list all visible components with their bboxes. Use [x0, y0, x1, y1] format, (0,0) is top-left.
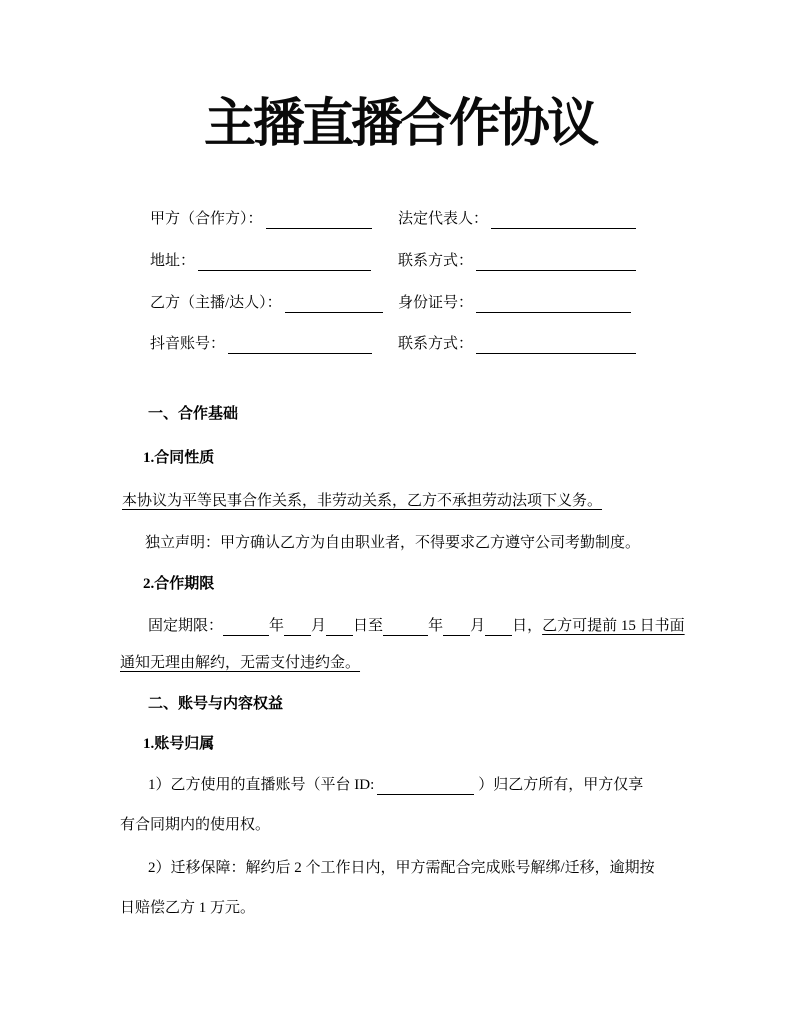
fixed-term-label: 固定期限：: [148, 618, 224, 634]
start-year-fill-line: [223, 620, 269, 636]
party-a-row-right: [398, 209, 636, 229]
douyin-row-left: [150, 334, 372, 354]
legal-representative-label: 法定代表人：: [398, 211, 489, 227]
party-b-label: 乙方（主播/达人）：: [150, 295, 282, 311]
end-month-unit: 月: [470, 618, 486, 634]
early-termination-clause-continuation-text: 通知无理由解约，无需支付违约金。: [120, 655, 361, 671]
account-ownership-text-before: 1）乙方使用的直播账号（平台 ID:: [148, 777, 375, 793]
account-ownership-line-2: 有合同期内的使用权。: [120, 817, 271, 833]
early-termination-clause: 乙方可提前 15 日书面: [542, 618, 685, 634]
end-day-unit: 日，: [512, 618, 543, 634]
document-title: 主播直播合作协议: [203, 95, 596, 153]
independence-clause: 独立声明：甲方确认乙方为自由职业者，不得要求乙方遵守公司考勤制度。: [145, 535, 641, 551]
account-ownership-line-1: [148, 775, 643, 795]
douyin-account-fill-line: [228, 338, 372, 354]
start-month-unit: 月: [311, 618, 327, 634]
party-a-fill-line: [266, 213, 372, 229]
legal-representative-fill-line: [491, 213, 636, 229]
section-2-sub-1-heading: 1.账号归属: [143, 736, 215, 752]
end-day-fill-line: [485, 620, 512, 636]
account-ownership-text-after: ）归乙方所有，甲方仅享: [478, 777, 644, 793]
douyin-row-right: [398, 334, 636, 354]
section-1-heading: 一、合作基础: [148, 406, 239, 422]
end-year-unit: 年: [428, 618, 444, 634]
contact-a-fill-line: [476, 255, 636, 271]
contract-nature-clause-text: 本协议为平等民事合作关系，非劳动关系，乙方不承担劳动法项下义务。: [122, 493, 603, 509]
party-a-label: 甲方（合作方）：: [150, 211, 263, 227]
party-a-row-left: [150, 209, 372, 229]
address-fill-line: [198, 255, 371, 271]
start-month-fill-line: [284, 620, 311, 636]
address-label: 地址：: [150, 253, 196, 269]
douyin-account-label: 抖音账号：: [150, 336, 226, 352]
address-row-right: [398, 251, 636, 271]
start-day-fill-line: [326, 620, 353, 636]
start-year-unit: 年: [269, 618, 285, 634]
contract-nature-clause: [122, 491, 602, 511]
address-row-left: [150, 251, 371, 271]
id-number-label: 身份证号：: [398, 295, 474, 311]
party-b-row-left: [150, 293, 383, 313]
platform-id-fill-line: [377, 779, 474, 795]
early-termination-clause-continuation: [120, 653, 360, 673]
party-b-row-right: [398, 293, 631, 313]
section-1-sub-2-heading: 2.合作期限: [143, 576, 215, 592]
party-b-fill-line: [285, 297, 383, 313]
fixed-term-line: [148, 616, 685, 636]
end-month-fill-line: [443, 620, 470, 636]
id-number-fill-line: [476, 297, 631, 313]
contact-b-label: 联系方式：: [398, 336, 474, 352]
start-day-unit: 日至: [353, 618, 384, 634]
migration-guarantee-line-2: 日赔偿乙方 1 万元。: [120, 900, 256, 916]
section-2-heading: 二、账号与内容权益: [148, 696, 284, 712]
contact-b-fill-line: [476, 338, 636, 354]
migration-guarantee-line-1: 2）迁移保障：解约后 2 个工作日内，甲方需配合完成账号解绑/迁移，逾期按: [148, 860, 655, 876]
end-year-fill-line: [383, 620, 428, 636]
contact-a-label: 联系方式：: [398, 253, 474, 269]
section-1-sub-1-heading: 1.合同性质: [143, 450, 215, 466]
